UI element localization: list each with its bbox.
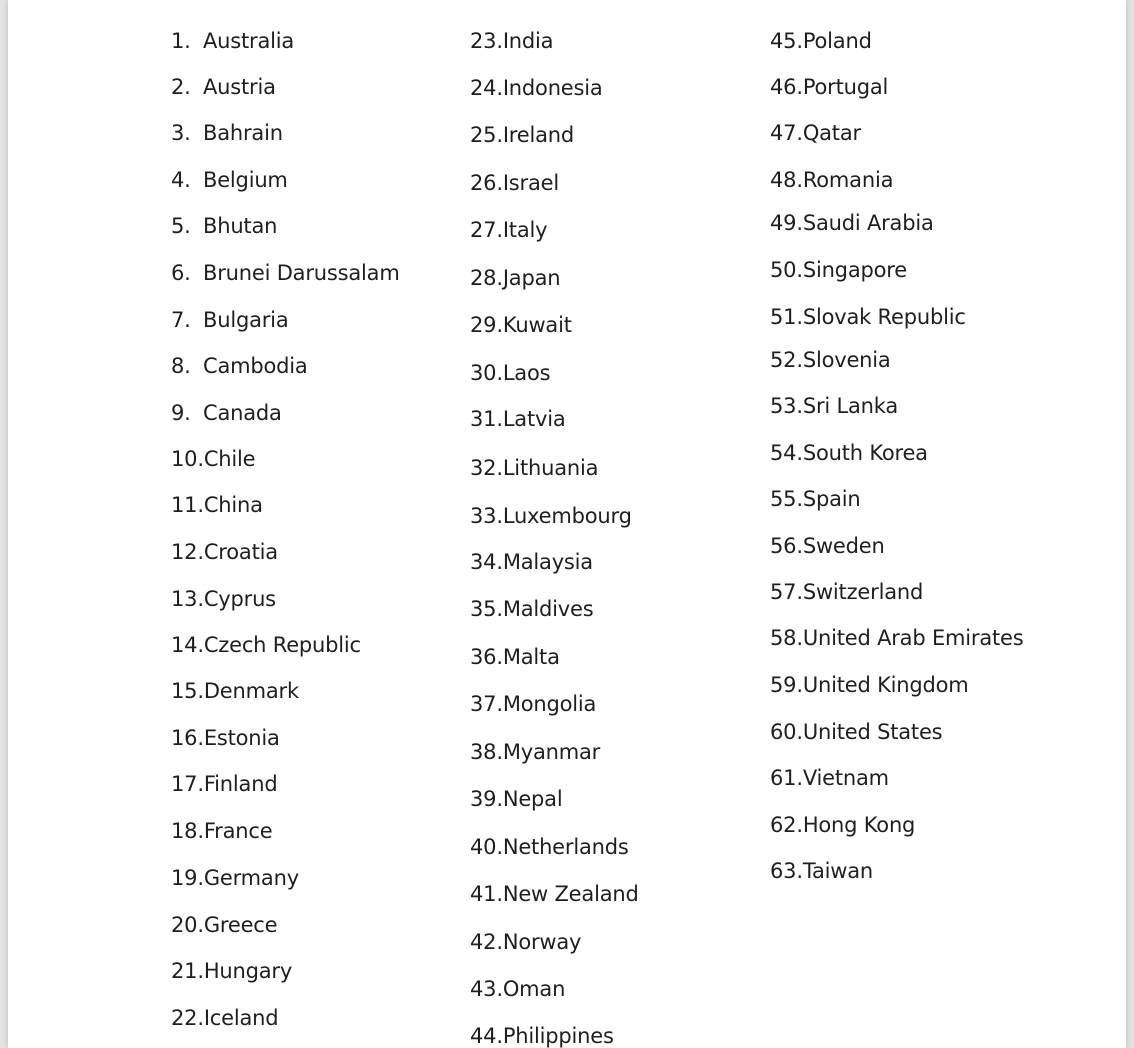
item-number: 31. [470,407,503,431]
list-item [171,539,278,565]
item-number: 2. [171,75,191,99]
list-item [171,818,272,844]
item-number: 63. [770,859,803,883]
item-number: 16. [171,726,204,750]
country-name: Denmark [203,679,299,703]
country-name: Indonesia [502,76,603,100]
list-item [171,678,299,704]
list-item [171,400,282,426]
list-item [171,725,280,751]
country-name: India [502,29,554,53]
country-name: Myanmar [502,740,601,764]
item-number: 22. [171,1006,204,1030]
list-item [171,307,289,333]
country-name: Bahrain [203,121,283,145]
country-name: Lithuania [502,456,599,480]
country-name: Bhutan [203,214,278,238]
item-number: 8. [171,354,191,378]
list-item [770,486,861,512]
country-name: Philippines [502,1024,614,1048]
list-item [770,304,966,330]
country-name: Cyprus [203,587,276,611]
list-item [770,28,872,54]
list-item [171,260,400,286]
list-item [171,446,255,472]
country-name: Malaysia [502,550,593,574]
country-name: Norway [502,930,582,954]
list-item [470,406,566,432]
country-name: Cambodia [203,354,308,378]
item-number: 47. [770,121,803,145]
country-name: Finland [203,772,278,796]
list-item [770,579,923,605]
country-name: Hungary [203,959,293,983]
item-number: 37. [470,692,503,716]
item-number: 52. [770,348,803,372]
country-name: Slovak Republic [802,305,966,329]
item-number: 14. [171,633,204,657]
list-item [171,586,276,612]
country-name: Slovenia [802,348,891,372]
list-item [470,739,600,765]
list-item [770,210,934,236]
country-name: Israel [502,171,560,195]
item-number: 53. [770,394,803,418]
item-number: 40. [470,835,503,859]
list-item [171,958,292,984]
item-number: 9. [171,401,191,425]
list-item [770,167,893,193]
item-number: 1. [171,29,191,53]
item-number: 39. [470,787,503,811]
country-name: Ireland [502,123,575,147]
list-item [470,312,572,338]
list-item [171,74,276,100]
country-name: Switzerland [802,580,924,604]
item-number: 29. [470,313,503,337]
list-item [171,912,277,938]
item-number: 10. [171,447,204,471]
list-item [770,625,1024,651]
item-number: 6. [171,261,191,285]
item-number: 35. [470,597,503,621]
item-number: 34. [470,550,503,574]
list-item [171,865,299,891]
list-item [171,167,288,193]
list-item [770,533,885,559]
list-item [171,353,308,379]
item-number: 26. [470,171,503,195]
country-name: Canada [203,401,282,425]
item-number: 25. [470,123,503,147]
country-name: Saudi Arabia [802,211,934,235]
country-name: Czech Republic [203,633,361,657]
country-name: Croatia [203,540,278,564]
list-item [770,765,889,791]
item-number: 48. [770,168,803,192]
list-item [470,360,550,386]
list-item [470,75,603,101]
item-number: 41. [470,882,503,906]
item-number: 20. [171,913,204,937]
list-item [470,834,629,860]
country-name: Italy [502,218,548,242]
country-name: China [203,493,263,517]
country-name: South Korea [802,441,928,465]
list-item [470,122,574,148]
country-name: Poland [802,29,872,53]
item-number: 55. [770,487,803,511]
item-number: 42. [470,930,503,954]
list-item [470,691,596,717]
list-item [470,644,560,670]
country-name: Netherlands [502,835,629,859]
item-number: 54. [770,441,803,465]
country-name: Spain [802,487,861,511]
list-item [470,170,559,196]
list-item [770,440,928,466]
country-name: United States [802,720,943,744]
country-name: Chile [203,447,256,471]
country-name: Vietnam [802,766,889,790]
item-number: 33. [470,504,503,528]
list-item [470,929,581,955]
list-item [470,265,560,291]
country-name: Brunei Darussalam [203,261,400,285]
item-number: 27. [470,218,503,242]
list-item [171,213,277,239]
country-name: Estonia [203,726,280,750]
item-number: 49. [770,211,803,235]
country-name: New Zealand [502,882,639,906]
item-number: 21. [171,959,204,983]
item-number: 38. [470,740,503,764]
item-number: 45. [770,29,803,53]
list-item [171,632,361,658]
country-name: Oman [502,977,566,1001]
item-number: 4. [171,168,191,192]
list-item [470,217,547,243]
list-item [171,28,294,54]
item-number: 51. [770,305,803,329]
country-name: Romania [802,168,894,192]
country-name: Hong Kong [802,813,916,837]
list-item [770,812,915,838]
item-number: 58. [770,626,803,650]
item-number: 12. [171,540,204,564]
country-name: Nepal [502,787,563,811]
country-name: Belgium [203,168,288,192]
item-number: 32. [470,456,503,480]
item-number: 30. [470,361,503,385]
list-item [770,393,898,419]
country-name: Portugal [802,75,889,99]
item-number: 23. [470,29,503,53]
country-name: Greece [203,913,278,937]
list-item [171,771,277,797]
list-item [770,347,891,373]
country-name: Bulgaria [203,308,289,332]
item-number: 17. [171,772,204,796]
list-item [171,120,283,146]
list-item [171,492,263,518]
list-item [171,1005,278,1031]
item-number: 18. [171,819,204,843]
country-name: Laos [502,361,551,385]
item-number: 36. [470,645,503,669]
country-name: United Kingdom [802,673,969,697]
list-item [470,786,562,812]
country-name: Maldives [502,597,594,621]
country-name: Japan [502,266,561,290]
country-name: Luxembourg [502,504,632,528]
country-name: France [203,819,273,843]
country-name: Australia [203,29,295,53]
country-name: Sweden [802,534,885,558]
country-name: Qatar [802,121,861,145]
item-number: 19. [171,866,204,890]
item-number: 57. [770,580,803,604]
list-item [770,858,873,884]
item-number: 43. [470,977,503,1001]
country-name: Iceland [203,1006,279,1030]
item-number: 56. [770,534,803,558]
item-number: 11. [171,493,204,517]
list-item [470,455,598,481]
item-number: 60. [770,720,803,744]
list-item [770,120,861,146]
item-number: 61. [770,766,803,790]
country-name: United Arab Emirates [802,626,1024,650]
list-item [470,1023,614,1048]
list-item [470,503,632,529]
list-item [770,719,942,745]
item-number: 44. [470,1024,503,1048]
country-name: Kuwait [502,313,572,337]
country-name: Mongolia [502,692,597,716]
item-number: 15. [171,679,204,703]
document-page [8,0,1126,1048]
item-number: 28. [470,266,503,290]
item-number: 46. [770,75,803,99]
list-item [470,549,593,575]
country-name: Sri Lanka [802,394,899,418]
country-name: Austria [203,75,276,99]
item-number: 7. [171,308,191,332]
item-number: 13. [171,587,204,611]
item-number: 5. [171,214,191,238]
list-item [470,881,639,907]
country-name: Malta [502,645,560,669]
list-item [470,976,565,1002]
list-item [470,596,594,622]
item-number: 59. [770,673,803,697]
item-number: 50. [770,258,803,282]
country-name: Latvia [502,407,566,431]
list-item [770,257,907,283]
country-name: Germany [203,866,299,890]
list-item [470,28,553,54]
country-name: Singapore [802,258,907,282]
list-item [770,74,888,100]
list-item [770,672,969,698]
item-number: 3. [171,121,191,145]
country-name: Taiwan [802,859,874,883]
item-number: 24. [470,76,503,100]
item-number: 62. [770,813,803,837]
